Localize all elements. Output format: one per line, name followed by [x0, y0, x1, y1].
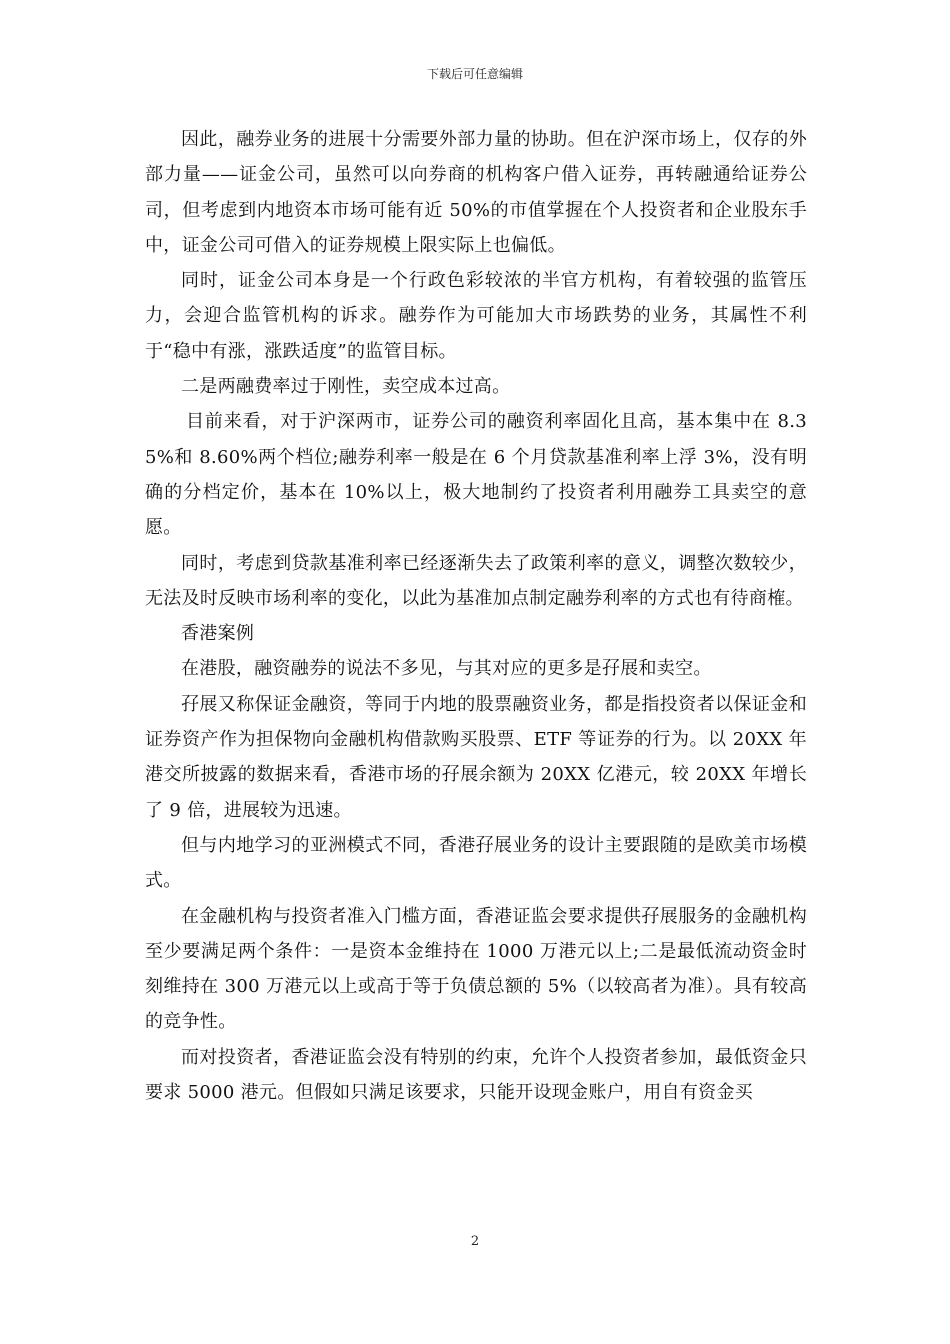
paragraph-3: 二是两融费率过于刚性，卖空成本过高。	[181, 376, 511, 398]
page-number: 2	[470, 1234, 480, 1249]
paragraph-9: 在金融机构与投资者准入门槛方面，香港证监会要求提供孖展服务的金融机构至少要满足两个条件：一是资本金维持在 1000 万港元以上;二是最低流动资金时刻维持在 300 万港元以上或高于等于负债总额的 5%（以较高者为准）。具有较高的竞争性。	[145, 905, 807, 1033]
document-body	[145, 122, 807, 1110]
paragraph-6: 在港股，融资融券的说法不多见，与其对应的更多是孖展和卖空。	[181, 658, 712, 680]
paragraph-10: 而对投资者，香港证监会没有特别的约束，允许个人投资者参加，最低资金只要求 5000 港元。但假如只满足该要求，只能开设现金账户，用自有资金买	[145, 1046, 807, 1104]
paragraph-2: 同时，证金公司本身是一个行政色彩较浓的半官方机构，有着较强的监管压力，会迎合监管机构的诉求。融券作为可能加大市场跌势的业务，其属性不利于“稳中有涨，涨跌适度”的监管目标。	[145, 270, 807, 362]
paragraph-5: 同时，考虑到贷款基准利率已经逐渐失去了政策利率的意义，调整次数较少，无法及时反映市场利率的变化，以此为基准加点制定融券利率的方式也有待商榷。	[145, 552, 807, 609]
paragraph-1: 因此，融券业务的进展十分需要外部力量的协助。但在沪深市场上，仅存的外部力量——证金公司，虽然可以向券商的机构客户借入证券，再转融通给证券公司，但考虑到内地资本市场可能有近 50%的市值掌握在个人投资者和企业股东手中，证金公司可借入的证券规模上限实际上也偏低。	[145, 129, 807, 256]
paragraph-7: 孖展又称保证金融资，等同于内地的股票融资业务，都是指投资者以保证金和证券资产作为担保物向金融机构借款购买股票、ETF 等证券的行为。以 20XX 年港交所披露的数据来看，香港市场的孖展余额为 20XX 亿港元，较 20XX 年增长了 9 倍，进展较为迅速。	[145, 693, 807, 821]
page-header: 下载后可任意编辑	[426, 67, 523, 81]
paragraph-8: 但与内地学习的亚洲模式不同，香港孖展业务的设计主要跟随的是欧美市场模式。	[145, 834, 807, 892]
paragraph-4: 目前来看，对于沪深两市，证券公司的融资利率固化且高，基本集中在 8.35%和 8.60%两个档位;融券利率一般是在 6 个月贷款基准利率上浮 3%，没有明确的分档定价，基本在 10%以上，极大地制约了投资者利用融券工具卖空的意愿。	[145, 411, 807, 539]
section-heading-hong-kong: 香港案例	[181, 623, 255, 645]
